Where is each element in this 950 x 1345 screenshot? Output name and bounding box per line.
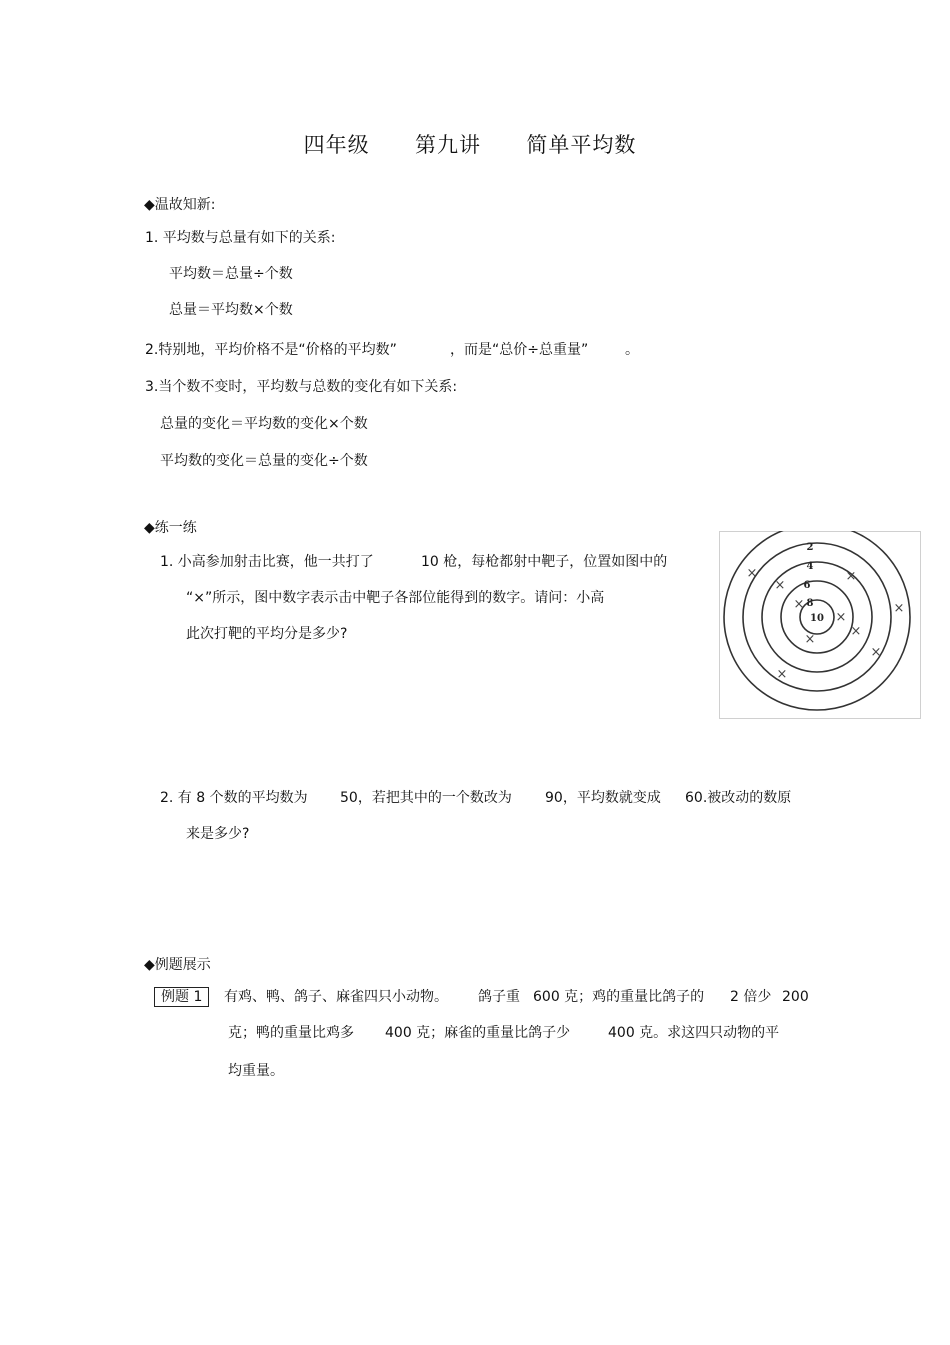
review-point-2c: 。 <box>625 342 639 358</box>
practice-q2-line1b: 50，若把其中的一个数改为 <box>340 790 512 806</box>
title-lecture: 第九讲 <box>415 133 481 157</box>
hit-mark: × <box>774 578 786 593</box>
practice-q2-line2: 来是多少? <box>186 826 250 842</box>
practice-q2-line1a: 2. 有 8 个数的平均数为 <box>160 790 308 806</box>
title-grade: 四年级 <box>303 133 370 157</box>
review-formula-4: 平均数的变化＝总量的变化÷个数 <box>160 453 368 469</box>
hit-mark: × <box>746 566 758 581</box>
review-formula-3: 总量的变化＝平均数的变化×个数 <box>160 416 368 432</box>
hit-mark: × <box>845 569 857 584</box>
example-1-line1a: 有鸡、鸭、鸽子、麻雀四只小动物。 <box>224 989 448 1005</box>
practice-q1-line1b: 10 枪，每枪都射中靶子，位置如图中的 <box>421 554 668 570</box>
review-heading: ◆温故知新: <box>144 197 216 213</box>
practice-q2-line1d: 60.被改动的数原 <box>685 790 792 806</box>
review-point-2b: ，而是“总价÷总重量” <box>450 342 589 358</box>
review-point-2a: 2.特别地，平均价格不是“价格的平均数” <box>145 342 397 358</box>
hit-mark: × <box>893 601 905 616</box>
hit-mark: × <box>850 624 862 639</box>
example-1-line1d: 2 倍少 <box>730 989 772 1005</box>
ring-label-6: 6 <box>803 580 811 591</box>
examples-heading: ◆例题展示 <box>144 957 211 973</box>
review-point-3: 3.当个数不变时，平均数与总数的变化有如下关系: <box>145 379 458 395</box>
review-formula-1: 平均数＝总量÷个数 <box>169 266 293 282</box>
review-point-1: 1. 平均数与总量有如下的关系: <box>145 230 336 246</box>
example-1-line2b: 400 克；麻雀的重量比鸽子少 <box>385 1025 571 1041</box>
example-1-line1 <box>154 987 217 1007</box>
shooting-target-figure <box>719 531 921 719</box>
example-1-line2c: 400 克。求这四只动物的平 <box>608 1025 780 1041</box>
example-1-line1e: 200 <box>782 989 809 1005</box>
example-1-line3: 均重量。 <box>228 1063 284 1079</box>
hit-mark: × <box>835 610 847 625</box>
title-topic: 简单平均数 <box>526 133 637 157</box>
ring-label-2: 2 <box>806 542 814 553</box>
ring-label-8: 8 <box>806 598 814 609</box>
example-1-line1b: 鸽子重 <box>478 989 520 1005</box>
hit-mark: × <box>804 632 816 647</box>
page-title <box>0 130 940 160</box>
practice-heading: ◆练一练 <box>144 520 197 536</box>
example-1-line1c: 600 克；鸡的重量比鸽子的 <box>533 989 705 1005</box>
practice-q1-line3: 此次打靶的平均分是多少? <box>186 626 348 642</box>
hit-mark: × <box>870 645 882 660</box>
review-formula-2: 总量＝平均数×个数 <box>169 302 293 318</box>
hit-mark: × <box>793 597 805 612</box>
practice-q1-line2: “×”所示，图中数字表示击中靶子各部位能得到的数字。请问：小高 <box>186 590 605 606</box>
example-1-label: 例题 1 <box>154 987 209 1007</box>
practice-q1-line1a: 1. 小高参加射击比赛，他一共打了 <box>160 554 374 570</box>
ring-label-10: 10 <box>810 613 824 624</box>
ring-label-4: 4 <box>806 561 814 572</box>
example-1-line2a: 克；鸭的重量比鸡多 <box>228 1025 354 1041</box>
hit-mark: × <box>776 667 788 682</box>
practice-q2-line1c: 90，平均数就变成 <box>545 790 661 806</box>
